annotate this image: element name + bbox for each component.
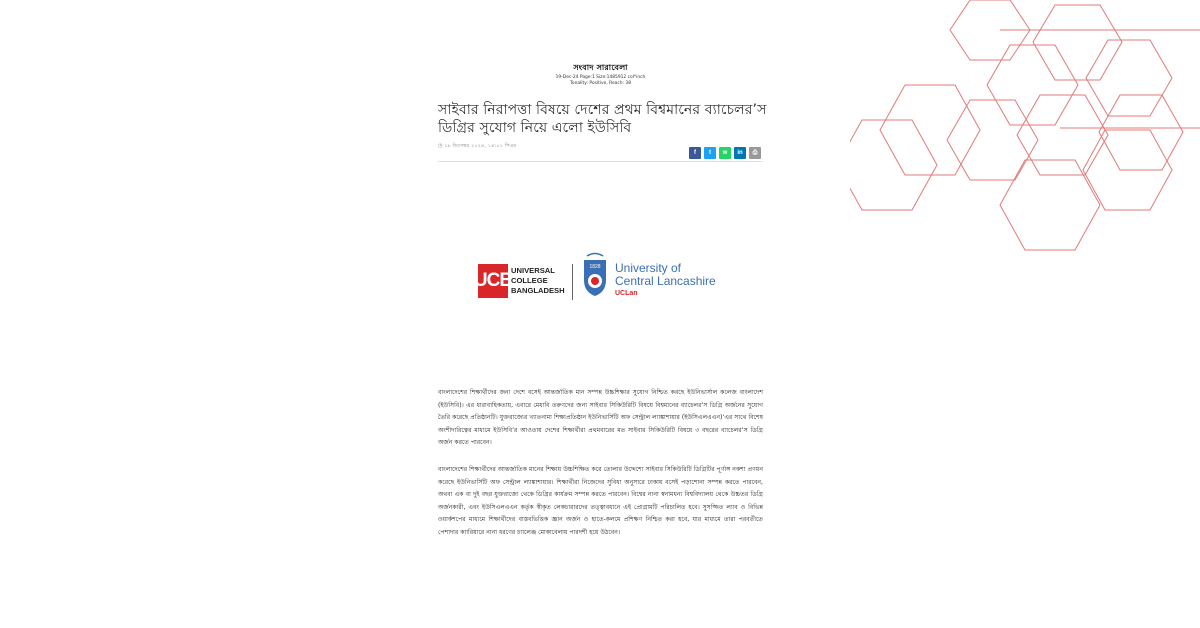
uclan-short-name: UCLan (615, 290, 638, 297)
uclan-line1: University of (615, 261, 682, 275)
article-paragraph-2: বাংলাদেশের শিক্ষার্থীদের আন্তর্জাতিক মানের শিক্ষায় উচ্চশিক্ষিত করে তোলার উদ্দেশ্যে সাইবার সিকিউরিটি ডিগ্রিটির পূর্ণাঙ্গ নকশা প্রণয়ন করেছে ইউনিভার্সিটি অফ সেন্ট্রাল ল্যাঙ্কাশায়ার। শিক্ষার্থীরা নিজেদের সুবিধা অনুসারে ঢাকায় বসেই পড়াশোনা সম্পন্ন করতে পারবেন, অথবা এক বা দুই বছর যুক্তরাজ্যে থেকে ডিগ্রির কার্যক্রম সম্পন্ন করতে পারবেন। বিশ্বের নানা স্বনামধন্য বিশ্ববিদ্যালয় থেকে উচ্চতর ডিগ্রি অর্জনকারী, এবং ইউসিএলএএন কর্তৃক স্বীকৃত লেকচারারদের তত্ত্বাবধানে এই প্রোগ্রামটি পরিচালিত হবে। সুসজ্জিত ল্যাব ও বিভিন্ন ওয়ার্কশপের মাধ্যমে শিক্ষার্থীদের বাস্তবভিত্তিক জ্ঞান অর্জন ও হাতে-কলমে প্রশিক্ষণ নিশ্চিত করা হবে, যার মাধ্যমে তারা পরবর্তীতে পেশাদার ক্যারিয়ারে নানা ধরণের চ্যালেঞ্জ মোকাবেলায় পারদর্শী হয়ে উঠবেন। (438, 465, 763, 536)
article-headline (438, 101, 767, 137)
hexagon-pattern-decoration (850, 0, 1200, 260)
ucb-logo-mark: UCB (478, 264, 508, 298)
linkedin-icon[interactable]: in (734, 147, 746, 159)
article-body (438, 387, 763, 554)
clipping-meta-line1: 19-Dec-24 Page:1 Size:1485912 col*inch (555, 75, 646, 80)
publish-date-text: ১৮ ডিসেম্বর ২০২৪, ১৪:০১ পিএম (444, 143, 517, 149)
newspaper-name: সংবাদ সারাবেলা (573, 62, 628, 72)
clock-icon: ◷ (438, 143, 445, 149)
divider (438, 161, 763, 162)
ucb-line2: COLLEGE (511, 275, 548, 285)
article-meta-row (438, 143, 763, 159)
news-clipping (438, 62, 767, 162)
twitter-icon[interactable]: t (704, 147, 716, 159)
print-icon[interactable]: ⎙ (749, 147, 761, 159)
crest-year: 1828 (589, 264, 601, 270)
headline-line1: সাইবার নিরাপত্তা বিষয়ে দেশের প্রথম বিশ্বমানের ব্যাচেলর’স (438, 102, 767, 118)
partner-logos (473, 250, 728, 302)
whatsapp-icon[interactable]: w (719, 147, 731, 159)
article-paragraph-1: বাংলাদেশের শিক্ষার্থীদের জন্য দেশে বসেই আন্তর্জাতিক মান সম্পন্ন উচ্চশিক্ষার সুযোগ নিশ্চিত করছে ইউনিভার্সাল কলেজ বাংলাদেশ (ইউসিবি)। এর ধারাবাহিকতায়, এবারে মেধাবি তরুণদের জন্য সাইবার সিকিউরিটি বিষয়ে বিশ্বমানের ব্যাচেলর’স ডিগ্রি অর্জনের সুযোগ তৈরি করেছে প্রতিষ্ঠানটি। যুক্তরাজ্যের খ্যাতনামা শিক্ষাপ্রতিষ্ঠান ইউনিভার্সিটি অফ সেন্ট্রাল ল্যাঙ্কাশায়ার (ইউসিএলএএন)’এর সাথে বিশেষ অংশীদারিত্বের মাধ্যমে ইউসিবি’র আওতায় দেশের শিক্ষার্থীরা প্রথমবারের মত সাইবার সিকিউরিটি বিষয়ে ৩ বছরের ব্যাচেলর’স ডিগ্রি অর্জন করতে পারবেন। (438, 389, 763, 447)
publish-date (438, 143, 516, 151)
facebook-icon[interactable]: f (689, 147, 701, 159)
uclan-line2: Central Lancashire (615, 274, 716, 288)
ucb-logo-text (511, 266, 565, 295)
uclan-crest-icon (583, 252, 607, 296)
ucb-line3: BANGLADESH (511, 285, 565, 295)
clipping-meta-line2: Tonality: Positive, Reach: 38 (569, 81, 632, 86)
ucb-line1: UNIVERSAL (511, 266, 555, 275)
headline-line2: ডিগ্রির সুযোগ নিয়ে এলো ইউসিবি (438, 120, 632, 136)
uclan-logo-text (615, 262, 716, 288)
clipping-masthead (438, 62, 763, 87)
logo-separator (572, 264, 573, 300)
share-buttons (689, 147, 761, 159)
